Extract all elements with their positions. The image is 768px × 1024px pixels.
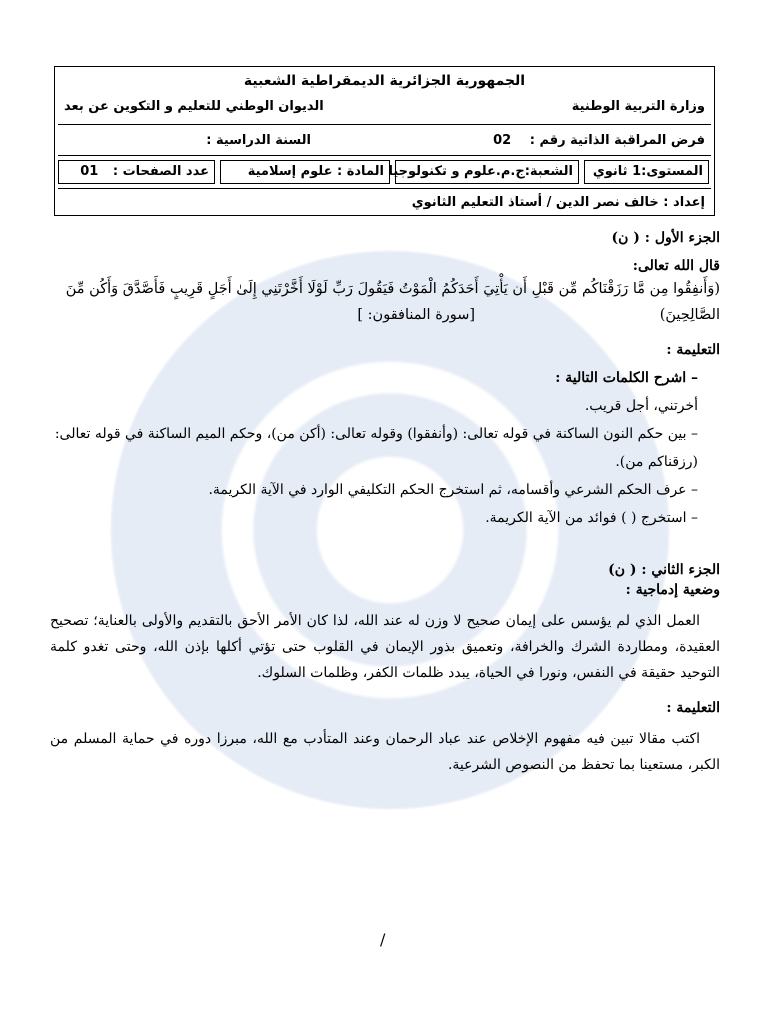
pages-cell [58, 160, 215, 184]
question-2-continued: (رزقناكم من). [615, 454, 698, 470]
question-4: – استخرج ( ) فوائد من الآية الكريمة. [485, 510, 698, 526]
part2-instruction-title: التعليمة : [666, 700, 720, 716]
verse-line-2 [50, 302, 720, 328]
school-year: السنة الدراسية : [206, 133, 311, 148]
situation-text: العمل الذي لم يؤسس على إيمان صحيح لا وزن له عند الله، لذا كان الأمر الأحق بالتقديم والأولى بالعناية؛ تصحيح العقيدة، ومطاردة الشرك والخرافة، وتعميق بذور الإيمان في القلوب حتى تؤتي أكلها بإذن الله، وحتى تغدو كلمة التوحيد حقيقة في النفس، ونورا في الحياة، يبدد ظلمات الكفر، وظلمات السلوك. [50, 613, 720, 681]
header-row-author [58, 191, 711, 215]
header-row-exam [58, 127, 711, 156]
verse-intro: قال الله تعالى: [632, 258, 720, 274]
pages-label: عدد الصفحات : [112, 164, 209, 179]
verse-reference: [سورة المنافقون: ] [357, 307, 476, 323]
level-cell: المستوى:1 ثانوي [584, 160, 709, 184]
prepared-by: إعداد : خالف نصر الدين / أستاذ التعليم الثانوي [411, 195, 705, 210]
situation-title: وضعية إدماجية : [625, 582, 720, 598]
verse-end: الصَّالِحِينَ) [659, 307, 720, 323]
part1-instruction-title: التعليمة : [666, 342, 720, 358]
verse-line-1: (وَأَنفِقُوا مِن مَّا رَزَقْنَاكُم مِّن قَبْلِ أَن يَأْتِيَ أَحَدَكُمُ الْمَوْتُ فَيَقُولَ رَبِّ لَوْلَا أَخَّرْتَنِي إِلَىٰ أَجَلٍ قَرِيبٍ فَأَصَّدَّقَ وَأَكُن مِّنَ [65, 281, 720, 297]
question-1-words: أخرتني، أجل قريب. [584, 398, 698, 414]
essay-instruction: اكتب مقالا تبين فيه مفهوم الإخلاص عند عباد الرحمان وعند المتأدب مع الله، مبرزا دوره في حماية المسلم من الكبر، مستعينا بما تحفظ من النصوص الشرعية. [50, 731, 720, 773]
branch-cell: الشعبة:ج.م.علوم و تكنولوجيا [395, 160, 579, 184]
part1-title: الجزء الأول : ( ن) [611, 230, 720, 246]
exam-title [493, 133, 705, 148]
office-name: الديوان الوطني للتعليم و التكوين عن بعد [64, 99, 324, 114]
ministry-name: وزارة التربية الوطنية [571, 99, 705, 114]
page-mark: / [380, 930, 386, 949]
part2-title: الجزء الثاني : ( ن) [608, 562, 720, 578]
republic-title: الجمهورية الجزائرية الديمقراطية الشعبية [243, 73, 526, 89]
question-2: – بين حكم النون الساكنة في قوله تعالى: (وأنفقوا) وقوله تعالى: (أكن من)، وحكم الميم الساكنة في قوله تعالى: [54, 426, 698, 442]
exam-label: فرض المراقبة الذاتية رقم : [529, 133, 705, 148]
question-1: – اشرح الكلمات التالية : [555, 370, 698, 386]
question-3: – عرف الحكم الشرعي وأقسامه، ثم استخرج الحكم التكليفي الوارد في الآية الكريمة. [208, 482, 698, 498]
subject-cell: المادة : علوم إسلامية [220, 160, 390, 184]
header-row-institution [58, 67, 711, 125]
exam-content [50, 228, 720, 778]
pages-value: 01 [80, 164, 99, 179]
exam-number: 02 [493, 133, 512, 148]
document-header [54, 66, 715, 216]
header-row-details [58, 158, 711, 189]
